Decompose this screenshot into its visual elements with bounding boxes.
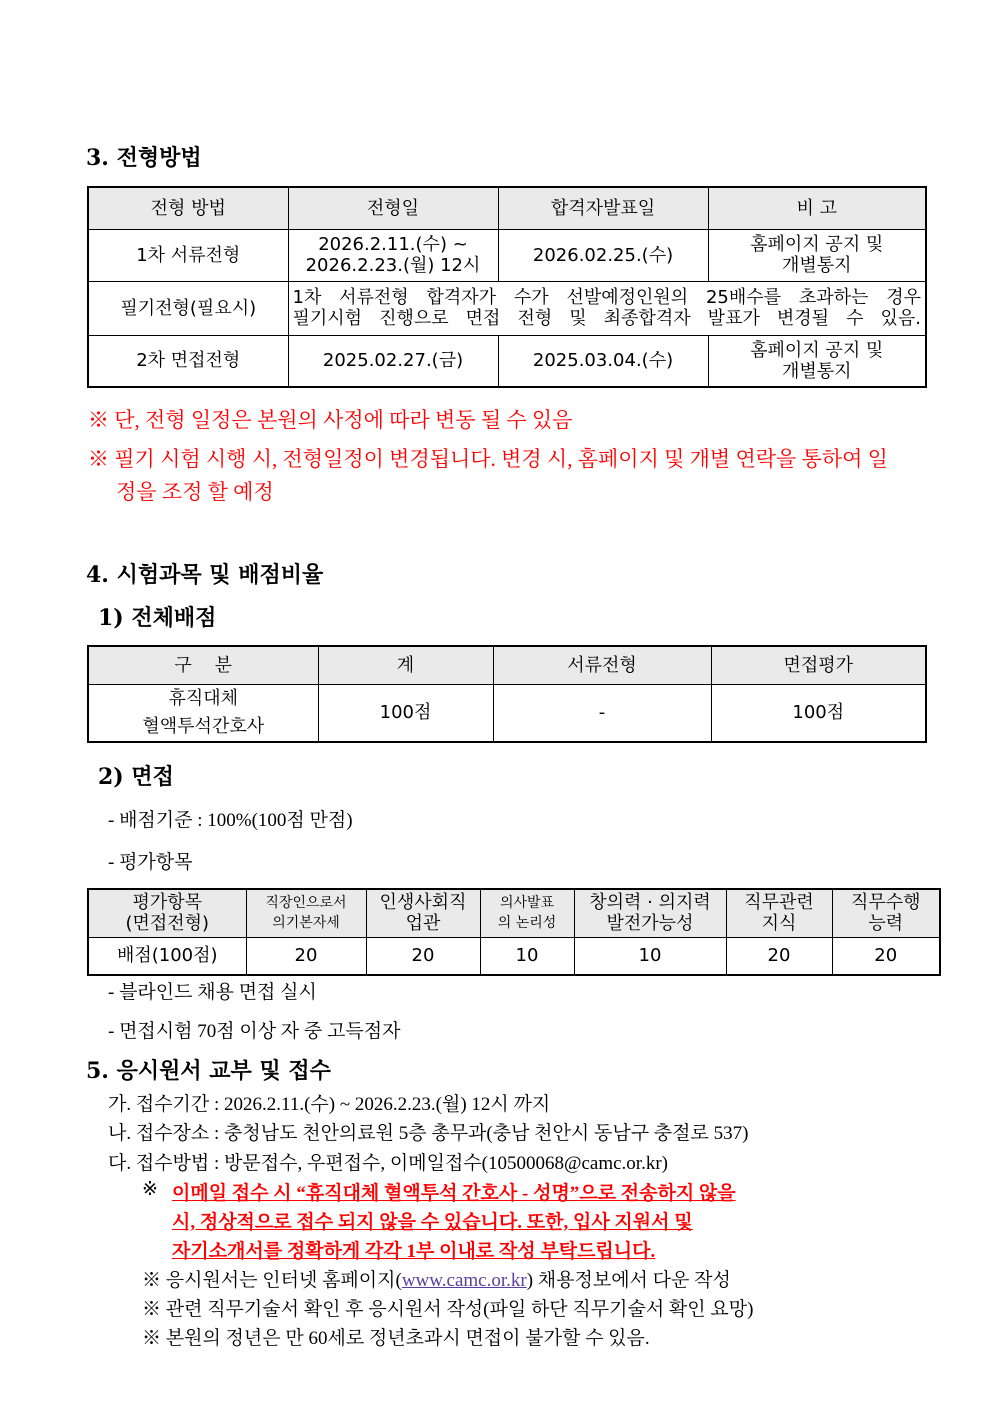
- table-cell: 2025.02.27.(금): [288, 335, 498, 387]
- application-period: 가. 접수기간 : 2026.2.11.(수) ~ 2026.2.23.(월) 12시 까지: [108, 1094, 551, 1115]
- table-cell: [288, 281, 926, 335]
- table-row: [88, 229, 926, 281]
- header-line: 인생사회직: [379, 892, 467, 914]
- table-header: 전형일: [288, 187, 498, 229]
- table-cell: [708, 335, 926, 387]
- header-line: (면접전형): [125, 913, 210, 935]
- table-header: [246, 889, 366, 937]
- header-line: 직무수행: [850, 892, 921, 914]
- blind-recruitment-note: - 블라인드 채용 면접 실시: [108, 982, 317, 1003]
- cell-line: 개별통지: [781, 255, 852, 276]
- application-place: 나. 접수장소 : 충청남도 천안의료원 5층 총무과(충남 천안시 동남구 충절로 537): [108, 1123, 749, 1144]
- evaluation-items-label: - 평가항목: [108, 852, 193, 873]
- header-line: 능력: [868, 913, 904, 935]
- schedule-note-2-cont: 정을 조정 할 예정: [116, 480, 274, 504]
- table-header: [574, 889, 726, 937]
- header-line: 의기본자세: [272, 915, 340, 932]
- cell-line: 2026.2.23.(월) 12시: [305, 255, 481, 276]
- header-line: 직장인으로서: [265, 895, 347, 912]
- table-header: [832, 889, 940, 937]
- header-line: 평가항목: [132, 892, 203, 914]
- homepage-link[interactable]: www.camc.or.kr: [401, 1270, 527, 1291]
- table-cell: 100점: [711, 684, 926, 742]
- cell-line: 2026.2.11.(수) ~: [318, 234, 468, 255]
- table-header: 구 분: [88, 646, 318, 684]
- interview-passing-note: - 면접시험 70점 이상 자 중 고득점자: [108, 1021, 401, 1042]
- section3-title: 3. 전형방법: [86, 145, 202, 171]
- table-cell: 20: [246, 937, 366, 975]
- warning-mark: ※: [142, 1179, 158, 1200]
- table-cell: 10: [480, 937, 574, 975]
- download-note: [142, 1265, 731, 1292]
- table-cell: [708, 229, 926, 281]
- table-cell: 100점: [318, 684, 493, 742]
- email-warning-line3: 자기소개서를 정확하게 각각 1부 이내로 작성 부탁드립니다.: [172, 1241, 656, 1262]
- table-cell: 20: [726, 937, 832, 975]
- email-warning-line1: 이메일 접수 시 “휴직대체 혈액투석 간호사 - 성명”으로 전송하지 않을: [172, 1183, 736, 1204]
- table-header: 비 고: [708, 187, 926, 229]
- table-header: [366, 889, 480, 937]
- table-cell: -: [493, 684, 711, 742]
- table-row: [88, 281, 926, 335]
- table-header: 계: [318, 646, 493, 684]
- evaluation-table: [87, 888, 941, 976]
- table-cell: 2차 면접전형: [88, 335, 288, 387]
- header-line: 의 논리성: [497, 915, 557, 932]
- cell-line: 혈액투석간호사: [142, 715, 265, 737]
- cell-line: 홈페이지 공지 및: [750, 234, 884, 255]
- table-cell: 필기전형(필요시): [88, 281, 288, 335]
- score-criteria: - 배점기준 : 100%(100점 만점): [108, 810, 353, 831]
- cell-line: 개별통지: [781, 360, 852, 382]
- cell-line: 홈페이지 공지 및: [750, 339, 884, 361]
- header-line: 직무관련: [744, 892, 814, 914]
- retirement-age-note: ※ 본원의 정년은 만 60세로 정년초과시 면접이 불가할 수 있음.: [142, 1328, 650, 1349]
- table-cell: [288, 229, 498, 281]
- table-header: [726, 889, 832, 937]
- table-cell: [88, 684, 318, 742]
- subsection-interview: 2) 면접: [98, 764, 174, 790]
- header-line: 업관: [405, 913, 441, 935]
- note-text: ※ 응시원서는 인터넷 홈페이지(: [142, 1270, 402, 1291]
- section5-title: 5. 응시원서 교부 및 접수: [86, 1058, 331, 1084]
- table-cell: 20: [832, 937, 940, 975]
- cell-line: 필기시험 진행으로 면접 전형 및 최종합격자 발표가 변경될 수 있음.: [292, 308, 921, 329]
- header-line: 창의력 · 의지력: [589, 892, 711, 914]
- table-row: [88, 335, 926, 387]
- table-cell: 2025.03.04.(수): [498, 335, 708, 387]
- table-header: 면접평가: [711, 646, 926, 684]
- header-line: 발전가능성: [606, 913, 694, 935]
- table-header: 서류전형: [493, 646, 711, 684]
- selection-method-table: [87, 186, 927, 388]
- table-cell: 배점(100점): [88, 937, 246, 975]
- table-header: 합격자발표일: [498, 187, 708, 229]
- cell-line: 휴직대체: [168, 687, 239, 709]
- application-method: 다. 접수방법 : 방문접수, 우편접수, 이메일접수(10500068@camc.or.kr): [108, 1153, 668, 1174]
- table-cell: 20: [366, 937, 480, 975]
- note-text: ) 채용정보에서 다운 작성: [526, 1270, 731, 1291]
- table-header: [480, 889, 574, 937]
- table-row: [88, 684, 926, 742]
- job-description-note: ※ 관련 직무기술서 확인 후 응시원서 작성(파일 하단 직무기술서 확인 요망): [142, 1299, 754, 1320]
- schedule-note: ※ 단, 전형 일정은 본원의 사정에 따라 변동 될 수 있음: [88, 408, 573, 432]
- score-table: [87, 645, 927, 743]
- header-line: 의사발표: [499, 895, 555, 912]
- table-cell: 10: [574, 937, 726, 975]
- cell-line: 1차 서류전형 합격자가 수가 선발예정인원의 25배수를 초과하는 경우: [292, 287, 921, 308]
- header-line: 지식: [761, 913, 797, 935]
- table-row: [88, 937, 940, 975]
- section4-title: 4. 시험과목 및 배점비율: [86, 562, 324, 588]
- email-warning-line2: 시, 정상적으로 접수 되지 않을 수 있습니다. 또한, 입사 지원서 및: [172, 1212, 693, 1233]
- table-header: 전형 방법: [88, 187, 288, 229]
- table-cell: 1차 서류전형: [88, 229, 288, 281]
- table-header: [88, 889, 246, 937]
- subsection-total-score: 1) 전체배점: [98, 605, 217, 631]
- schedule-note-2: ※ 필기 시험 시행 시, 전형일정이 변경됩니다. 변경 시, 홈페이지 및 개별 연락을 통하여 일: [88, 447, 888, 471]
- table-cell: 2026.02.25.(수): [498, 229, 708, 281]
